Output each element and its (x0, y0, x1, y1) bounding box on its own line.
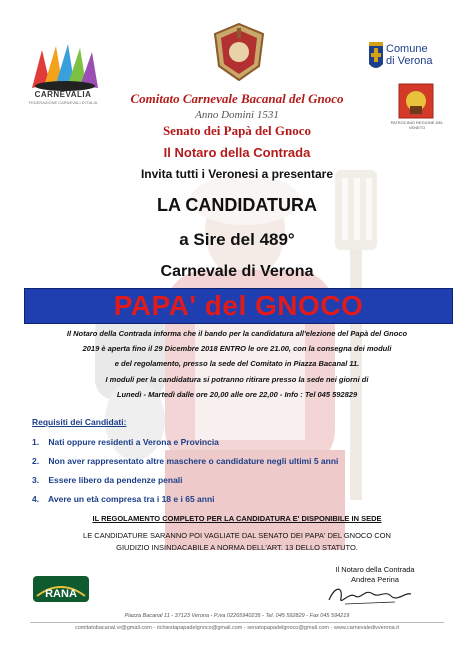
intro-line-5: Lunedì - Martedì dalle ore 20,00 alle ore 22,00 - Info : Tel 045 592829 (116, 390, 358, 399)
intro-line-1: Il Notaro della Contrada informa che il bando per la candidatura all'elezione del Papà del Gnoco (66, 329, 408, 338)
patrocinio-text: PATROCINIO REGIONE DEL VENETO (390, 120, 444, 130)
candidatura-heading: LA CANDIDATURA (157, 195, 317, 215)
anno-domini: Anno Domini 1531 (195, 109, 279, 121)
requisito-number: 4. (32, 494, 40, 504)
requisito-text: Non aver rappresentato altre maschere o candidature negli ultimi 5 anni (48, 456, 339, 466)
requisito-item (32, 456, 338, 466)
carnevale-heading: Carnevale di Verona (160, 263, 314, 280)
intro-line-2: 2019 è aperta fino il 29 Dicembre 2018 ENTRO le ore 21.00, con la consegna dei moduli (82, 344, 392, 353)
footer-address: Piazza Bacanal 11 - 37123 Verona - P.iva 02265940235 - Tel. 045 592829 - Fax 045 594219 (124, 613, 350, 619)
comune-di-verona-text (386, 43, 432, 67)
comitato-crest (213, 22, 265, 82)
carnevalia-logo-text: CARNEVALIA (34, 90, 92, 99)
notaro-title: Il Notaro della Contrada (163, 145, 311, 160)
papa-del-gnoco-banner (24, 288, 453, 324)
footer-contacts: comitatobacanal.vr@gmail.com - richiestapapadelgnoco@gmail.com - senatopapadelgnoco@gmail.com - www.carnevaledivverona.it (75, 625, 399, 631)
signature-name: Andrea Perina (351, 575, 399, 584)
invita-line: Invita tutti i Veronesi a presentare (140, 167, 334, 181)
banner-title: PAPA' del GNOCO (113, 290, 364, 321)
requisito-item (32, 494, 215, 504)
regolamento-line: IL REGOLAMENTO COMPLETO PER LA CANDIDATURA E' DISPONIBILE IN SEDE (92, 514, 382, 523)
candidature-line-1: LE CANDIDATURE SARANNO POI VAGLIATE DAL SENATO DEI PAPA' DEL GNOCO CON (83, 531, 391, 540)
comitato-title: Comitato Carnevale Bacanal del Gnoco (130, 91, 344, 106)
candidature-line-2: GIUDIZIO INSINDACABILE A NORMA DELL'ART. 13 DELLO STATUTO. (116, 543, 358, 552)
comune-line2: di Verona (386, 55, 433, 67)
requisito-text: Avere un età compresa tra i 18 e i 65 anni (48, 494, 215, 504)
carnevalia-logo-subtext: FEDERAZIONE CARNEVALI D'ITALIA (28, 100, 98, 105)
senato-title: Senato dei Papà del Gnoco (162, 123, 312, 138)
requisito-text: Nati oppure residenti a Verona e Provincia (48, 437, 219, 447)
signature-role: Il Notaro della Contrada (335, 565, 415, 574)
sire-heading: a Sire del 489° (179, 230, 295, 249)
requisito-item (32, 437, 219, 447)
intro-line-3: e del regolamento, presso la sede del Comitato in Piazza Bacanal 11. (114, 359, 360, 368)
requisito-text: Essere libero da pendenze penali (48, 475, 183, 485)
requisito-item (32, 475, 183, 485)
comune-line1: Comune (386, 43, 428, 55)
requisito-number: 3. (32, 475, 40, 485)
requisito-number: 1. (32, 437, 40, 447)
intro-line-4: I moduli per la candidatura si potranno ritirare presso la sede nei giorni di (105, 375, 369, 384)
requisito-number: 2. (32, 456, 40, 466)
rana-logo (33, 576, 89, 602)
requisiti-title: Requisiti dei Candidati: (32, 417, 127, 427)
footer-divider (30, 622, 444, 623)
rana-logo-text: RANA (45, 588, 77, 600)
handwritten-signature (325, 582, 415, 608)
